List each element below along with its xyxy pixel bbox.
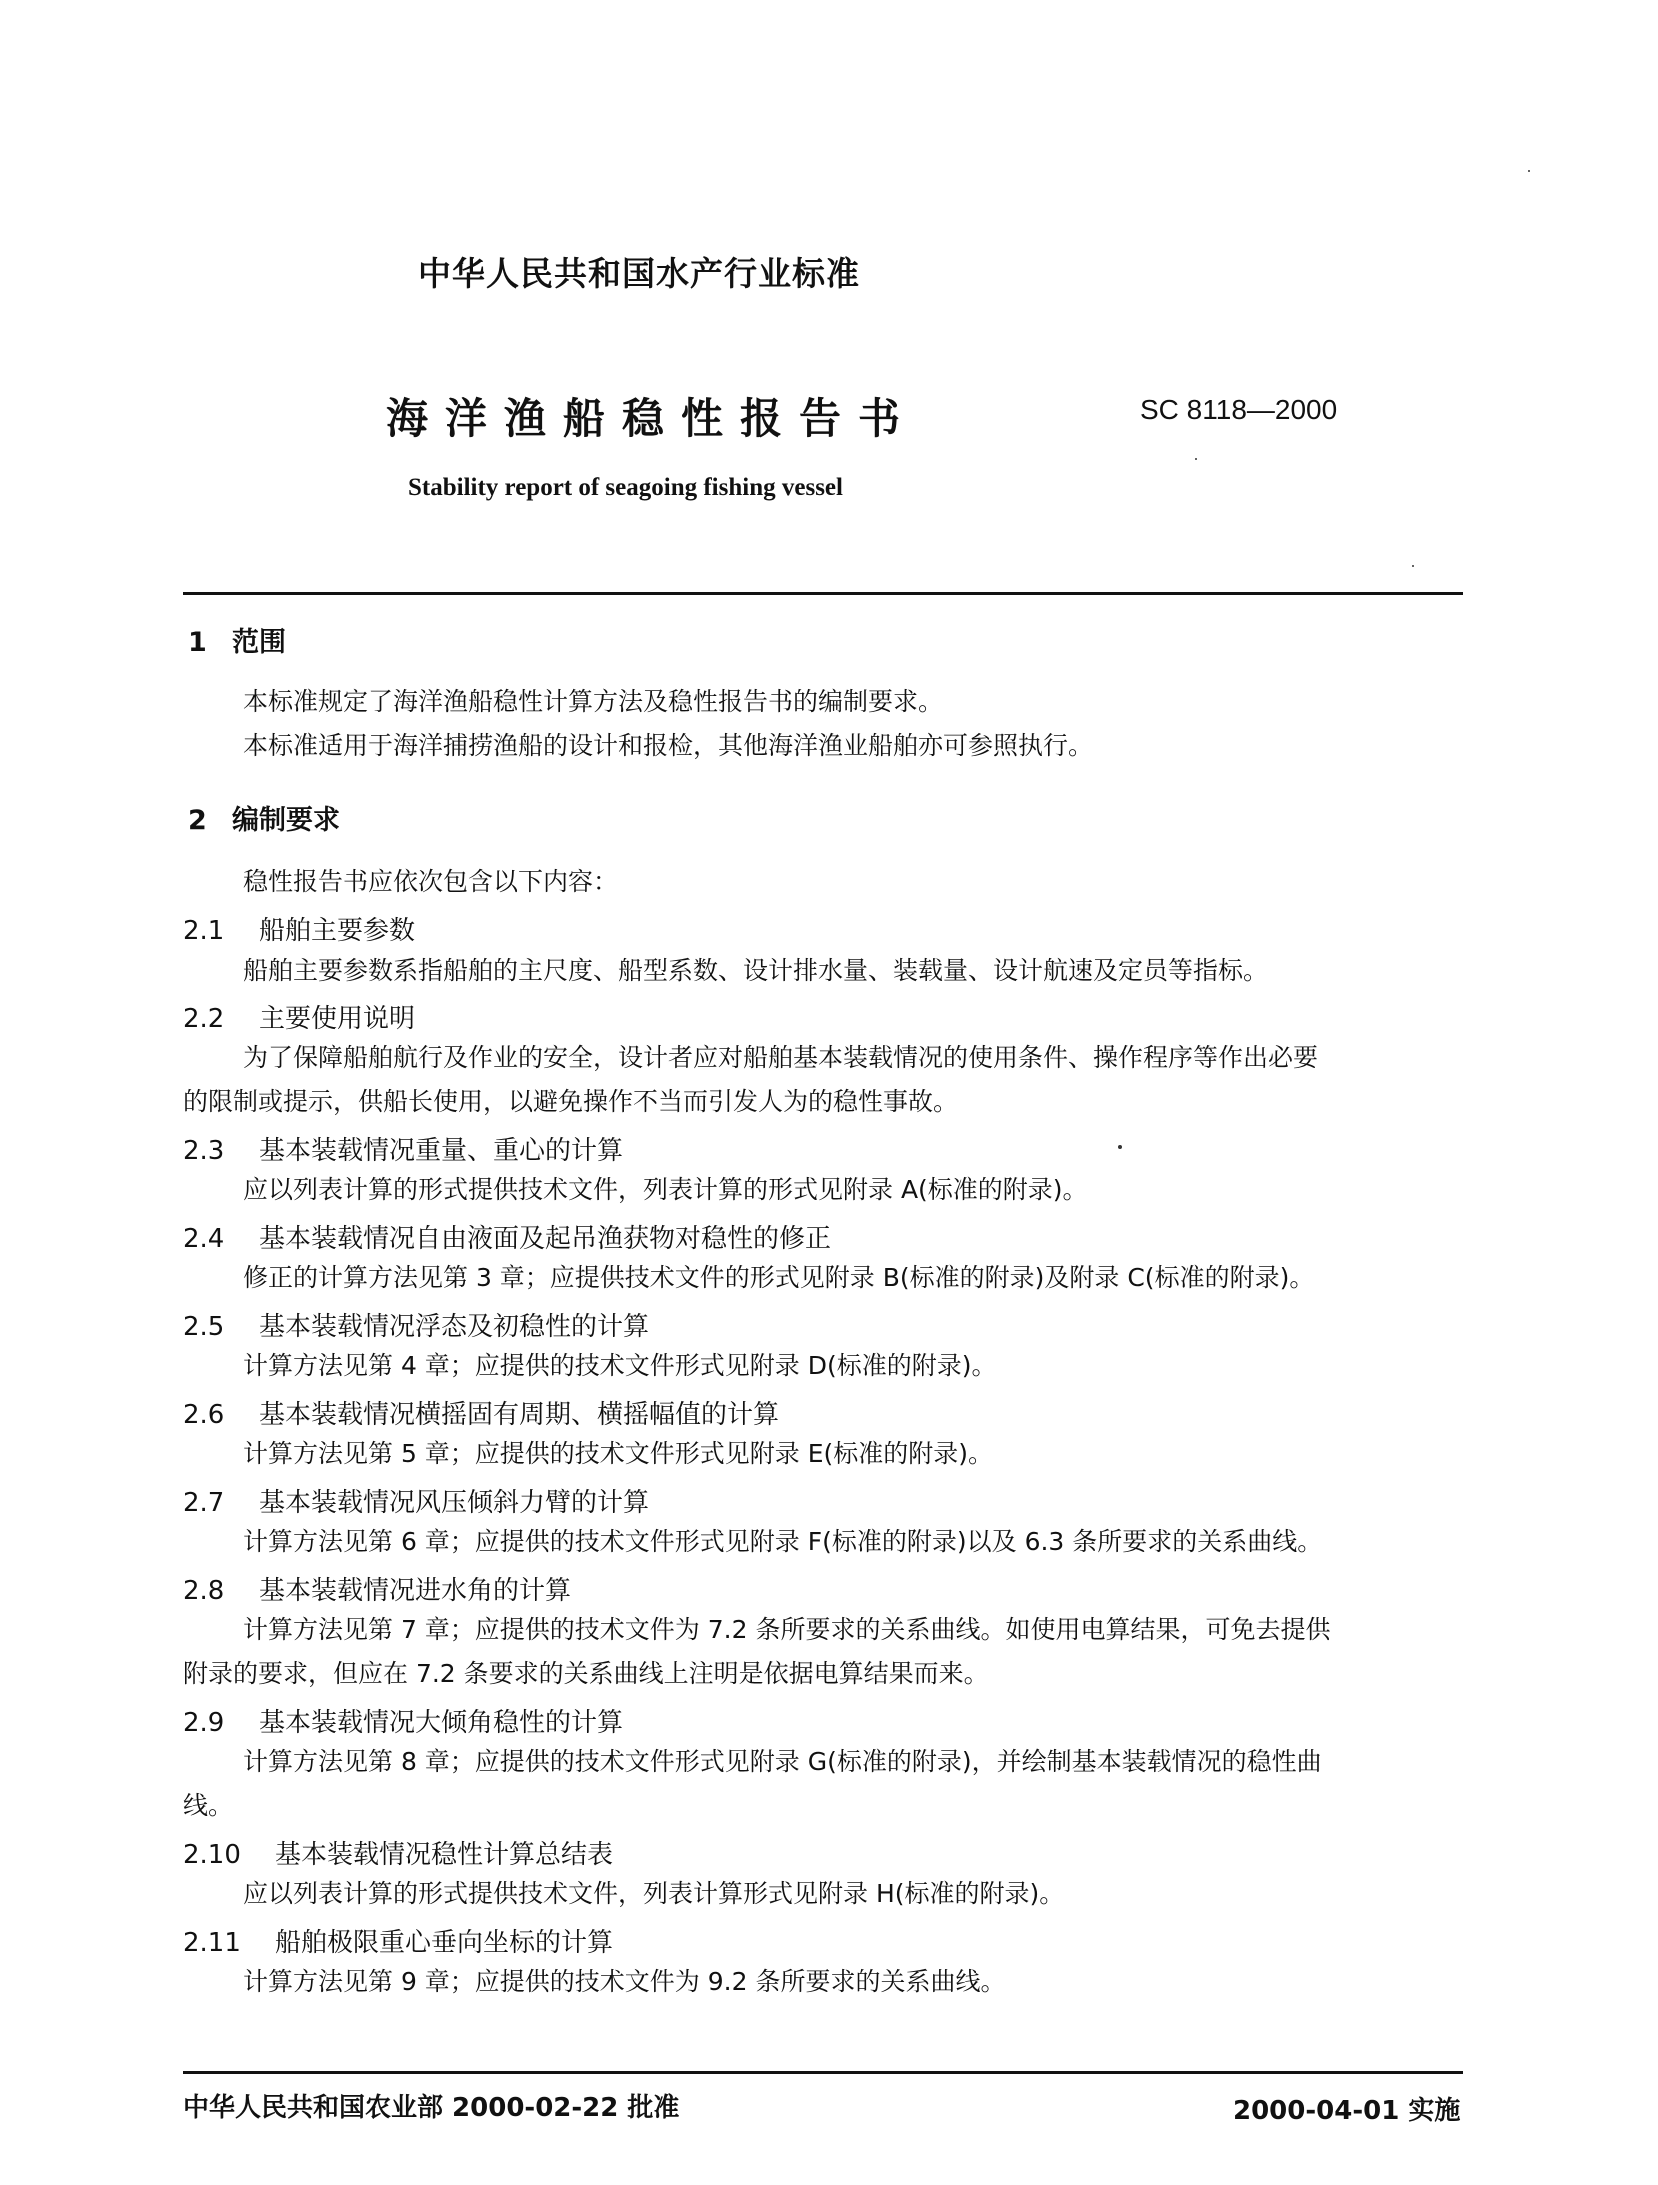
clause-number: 2.1 <box>183 916 225 946</box>
section-1-paragraph: 本标准适用于海洋捕捞渔船的设计和报检，其他海洋渔业船舶亦可参照执行。 <box>243 731 1094 760</box>
clause-2-2-text: 为了保障船舶航行及作业的安全，设计者应对船舶基本装载情况的使用条件、操作程序等作出必要 <box>243 1043 1319 1072</box>
clause-title: 船舶极限重心垂向坐标的计算 <box>275 1928 614 1958</box>
clause-number: 2.5 <box>183 1312 225 1342</box>
standard-code: SC 8118—2000 <box>1140 394 1338 425</box>
clause-2-9-text: 计算方法见第 8 章；应提供的技术文件形式见附录 G(标准的附录)，并绘制基本装载情况的稳性曲 <box>243 1747 1322 1776</box>
section-title: 编制要求 <box>232 805 340 836</box>
standard-category: 中华人民共和国水产行业标准 <box>418 254 860 293</box>
clause-2-11-heading <box>183 1922 613 1959</box>
clause-2-8-heading <box>183 1570 571 1607</box>
clause-title: 基本装载情况浮态及初稳性的计算 <box>259 1312 650 1342</box>
clause-2-5-text: 计算方法见第 4 章；应提供的技术文件形式见附录 D(标准的附录)。 <box>243 1351 997 1380</box>
clause-number: 2.6 <box>183 1400 225 1430</box>
scan-speck <box>1118 1145 1122 1149</box>
document-title: 海洋渔船稳性报告书 <box>386 394 918 443</box>
clause-title: 基本装载情况稳性计算总结表 <box>275 1840 614 1870</box>
clause-2-4-text: 修正的计算方法见第 3 章；应提供技术文件的形式见附录 B(标准的附录)及附录 C(标准的附录)。 <box>243 1263 1315 1292</box>
clause-2-3-heading <box>183 1130 623 1167</box>
section-2-intro: 稳性报告书应依次包含以下内容： <box>243 867 619 896</box>
section-number: 1 <box>188 627 207 658</box>
clause-number: 2.4 <box>183 1224 225 1254</box>
footer-divider <box>183 2071 1463 2074</box>
clause-title: 船舶主要参数 <box>259 916 416 946</box>
clause-2-2-heading <box>183 998 415 1035</box>
clause-2-7-text: 计算方法见第 6 章；应提供的技术文件形式见附录 F(标准的附录)以及 6.3 条所要求的关系曲线。 <box>243 1527 1323 1556</box>
section-1-paragraph: 本标准规定了海洋渔船稳性计算方法及稳性报告书的编制要求。 <box>243 687 944 716</box>
clause-number: 2.8 <box>183 1576 225 1606</box>
clause-2-8-text: 附录的要求，但应在 7.2 条要求的关系曲线上注明是依据电算结果而来。 <box>183 1659 989 1688</box>
clause-title: 基本装载情况风压倾斜力臂的计算 <box>259 1488 650 1518</box>
clause-2-1-heading <box>183 910 415 947</box>
clause-2-8-text: 计算方法见第 7 章；应提供的技术文件为 7.2 条所要求的关系曲线。如使用电算结果，可免去提供 <box>243 1615 1331 1644</box>
english-subtitle: Stability report of seagoing fishing vessel <box>408 474 843 501</box>
section-2-heading <box>188 798 340 837</box>
clause-number: 2.7 <box>183 1488 225 1518</box>
clause-title: 基本装载情况进水角的计算 <box>259 1576 572 1606</box>
clause-number: 2.3 <box>183 1136 225 1166</box>
clause-number: 2.9 <box>183 1708 225 1738</box>
section-title: 范围 <box>232 627 286 658</box>
clause-number: 2.11 <box>183 1928 241 1958</box>
clause-number: 2.10 <box>183 1840 241 1870</box>
clause-2-10-heading <box>183 1834 613 1871</box>
clause-title: 基本装载情况重量、重心的计算 <box>259 1136 624 1166</box>
clause-2-6-text: 计算方法见第 5 章；应提供的技术文件形式见附录 E(标准的附录)。 <box>243 1439 994 1468</box>
scan-speck <box>1412 565 1414 567</box>
clause-2-5-heading <box>183 1306 649 1343</box>
clause-2-2-text: 的限制或提示，供船长使用，以避免操作不当而引发人为的稳性事故。 <box>183 1087 959 1116</box>
clause-2-11-text: 计算方法见第 9 章；应提供的技术文件为 9.2 条所要求的关系曲线。 <box>243 1967 1006 1996</box>
clause-2-1-text: 船舶主要参数系指船舶的主尺度、船型系数、设计排水量、装载量、设计航速及定员等指标。 <box>243 956 1269 985</box>
clause-title: 主要使用说明 <box>259 1004 416 1034</box>
scan-speck <box>1528 170 1530 172</box>
implementation-date: 2000-04-01 实施 <box>1233 2096 1461 2126</box>
clause-title: 基本装载情况大倾角稳性的计算 <box>259 1708 624 1738</box>
section-1-heading <box>188 620 286 659</box>
clause-title: 基本装载情况自由液面及起吊渔获物对稳性的修正 <box>259 1224 832 1254</box>
approval-statement: 中华人民共和国农业部 2000-02-22 批准 <box>183 2093 680 2123</box>
section-number: 2 <box>188 805 207 836</box>
clause-2-10-text: 应以列表计算的形式提供技术文件，列表计算形式见附录 H(标准的附录)。 <box>243 1879 1065 1908</box>
clause-2-4-heading <box>183 1218 831 1255</box>
clause-2-3-text: 应以列表计算的形式提供技术文件，列表计算的形式见附录 A(标准的附录)。 <box>243 1175 1088 1204</box>
clause-2-7-heading <box>183 1482 649 1519</box>
header-divider <box>183 592 1463 595</box>
clause-number: 2.2 <box>183 1004 225 1034</box>
clause-2-6-heading <box>183 1394 779 1431</box>
clause-title: 基本装载情况横摇固有周期、横摇幅值的计算 <box>259 1400 780 1430</box>
scan-speck <box>1195 458 1197 460</box>
clause-2-9-text: 线。 <box>183 1791 234 1820</box>
clause-2-9-heading <box>183 1702 623 1739</box>
